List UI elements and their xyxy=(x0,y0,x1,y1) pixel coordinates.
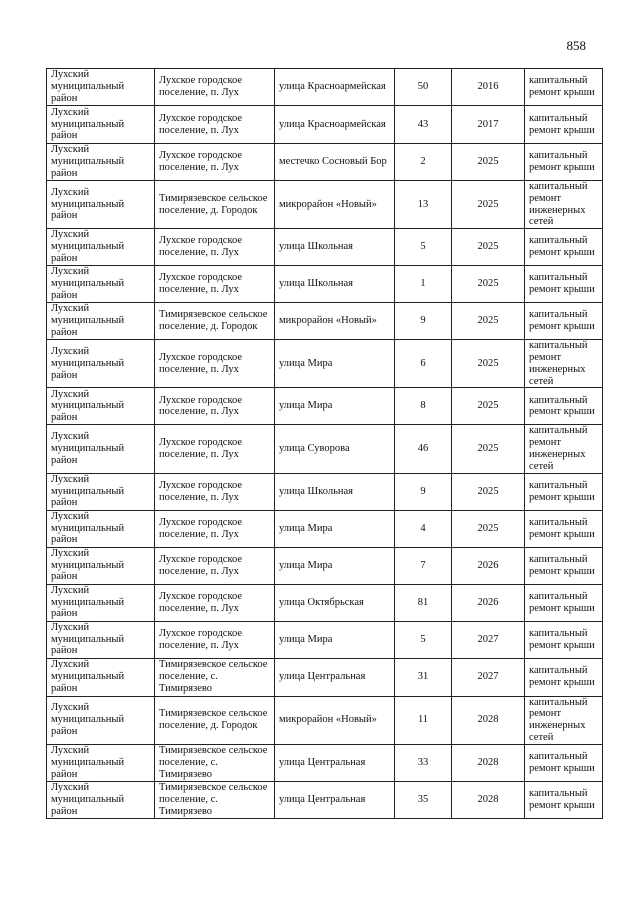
work-type-cell: капитальный ремонт инженерных сетей xyxy=(525,181,603,229)
district-cell: Лухский муниципальный район xyxy=(47,744,155,781)
work-type-cell: капитальный ремонт крыши xyxy=(525,69,603,106)
work-type-cell: капитальный ремонт крыши xyxy=(525,144,603,181)
work-type-cell: капитальный ремонт крыши xyxy=(525,266,603,303)
street-cell: улица Школьная xyxy=(275,229,395,266)
table-row xyxy=(47,696,603,744)
house-number-cell: 6 xyxy=(395,340,452,388)
settlement-cell: Тимирязевское сельское поселение, д. Городок xyxy=(155,696,275,744)
year-cell: 2017 xyxy=(452,106,525,144)
work-type-cell: капитальный ремонт инженерных сетей xyxy=(525,425,603,473)
settlement-cell: Лухское городское поселение, п. Лух xyxy=(155,547,275,584)
district-cell: Лухский муниципальный район xyxy=(47,658,155,696)
work-type-cell: капитальный ремонт крыши xyxy=(525,547,603,584)
settlement-cell: Лухское городское поселение, п. Лух xyxy=(155,510,275,547)
year-cell: 2026 xyxy=(452,584,525,621)
table-row xyxy=(47,473,603,510)
settlement-cell: Лухское городское поселение, п. Лух xyxy=(155,229,275,266)
work-type-cell: капитальный ремонт крыши xyxy=(525,658,603,696)
district-cell: Лухский муниципальный район xyxy=(47,510,155,547)
house-number-cell: 8 xyxy=(395,388,452,425)
work-type-cell: капитальный ремонт крыши xyxy=(525,510,603,547)
table-row xyxy=(47,266,603,303)
settlement-cell: Тимирязевское сельское поселение, с. Тимирязево xyxy=(155,781,275,818)
year-cell: 2025 xyxy=(452,425,525,473)
street-cell: улица Мира xyxy=(275,340,395,388)
street-cell: улица Красноармейская xyxy=(275,106,395,144)
house-number-cell: 5 xyxy=(395,621,452,658)
street-cell: улица Мира xyxy=(275,547,395,584)
district-cell: Лухский муниципальный район xyxy=(47,340,155,388)
settlement-cell: Тимирязевское сельское поселение, д. Городок xyxy=(155,181,275,229)
street-cell: улица Центральная xyxy=(275,781,395,818)
house-number-cell: 35 xyxy=(395,781,452,818)
year-cell: 2025 xyxy=(452,266,525,303)
table-row xyxy=(47,229,603,266)
house-number-cell: 46 xyxy=(395,425,452,473)
year-cell: 2025 xyxy=(452,340,525,388)
district-cell: Лухский муниципальный район xyxy=(47,621,155,658)
house-number-cell: 9 xyxy=(395,303,452,340)
year-cell: 2025 xyxy=(452,510,525,547)
street-cell: улица Школьная xyxy=(275,266,395,303)
table-row xyxy=(47,106,603,144)
year-cell: 2025 xyxy=(452,303,525,340)
table-row xyxy=(47,425,603,473)
district-cell: Лухский муниципальный район xyxy=(47,584,155,621)
year-cell: 2027 xyxy=(452,658,525,696)
street-cell: улица Центральная xyxy=(275,744,395,781)
table-row xyxy=(47,340,603,388)
district-cell: Лухский муниципальный район xyxy=(47,425,155,473)
district-cell: Лухский муниципальный район xyxy=(47,69,155,106)
table-row xyxy=(47,144,603,181)
work-type-cell: капитальный ремонт крыши xyxy=(525,744,603,781)
settlement-cell: Тимирязевское сельское поселение, д. Городок xyxy=(155,303,275,340)
table-row xyxy=(47,547,603,584)
district-cell: Лухский муниципальный район xyxy=(47,696,155,744)
table-body xyxy=(47,69,603,819)
year-cell: 2025 xyxy=(452,388,525,425)
settlement-cell: Лухское городское поселение, п. Лух xyxy=(155,106,275,144)
settlement-cell: Тимирязевское сельское поселение, с. Тимирязево xyxy=(155,744,275,781)
street-cell: улица Центральная xyxy=(275,658,395,696)
settlement-cell: Лухское городское поселение, п. Лух xyxy=(155,621,275,658)
year-cell: 2026 xyxy=(452,547,525,584)
district-cell: Лухский муниципальный район xyxy=(47,144,155,181)
district-cell: Лухский муниципальный район xyxy=(47,229,155,266)
year-cell: 2025 xyxy=(452,229,525,266)
housing-repair-table xyxy=(46,68,603,819)
street-cell: улица Мира xyxy=(275,621,395,658)
district-cell: Лухский муниципальный район xyxy=(47,181,155,229)
house-number-cell: 81 xyxy=(395,584,452,621)
table-row xyxy=(47,744,603,781)
year-cell: 2025 xyxy=(452,473,525,510)
work-type-cell: капитальный ремонт крыши xyxy=(525,388,603,425)
house-number-cell: 11 xyxy=(395,696,452,744)
district-cell: Лухский муниципальный район xyxy=(47,303,155,340)
settlement-cell: Лухское городское поселение, п. Лух xyxy=(155,425,275,473)
work-type-cell: капитальный ремонт крыши xyxy=(525,229,603,266)
year-cell: 2016 xyxy=(452,69,525,106)
settlement-cell: Лухское городское поселение, п. Лух xyxy=(155,473,275,510)
year-cell: 2028 xyxy=(452,781,525,818)
settlement-cell: Лухское городское поселение, п. Лух xyxy=(155,266,275,303)
year-cell: 2028 xyxy=(452,696,525,744)
house-number-cell: 5 xyxy=(395,229,452,266)
settlement-cell: Тимирязевское сельское поселение, с. Тимирязево xyxy=(155,658,275,696)
table-row xyxy=(47,69,603,106)
year-cell: 2027 xyxy=(452,621,525,658)
house-number-cell: 50 xyxy=(395,69,452,106)
street-cell: улица Октябрьская xyxy=(275,584,395,621)
district-cell: Лухский муниципальный район xyxy=(47,388,155,425)
work-type-cell: капитальный ремонт инженерных сетей xyxy=(525,340,603,388)
table-row xyxy=(47,658,603,696)
work-type-cell: капитальный ремонт инженерных сетей xyxy=(525,696,603,744)
table-row xyxy=(47,510,603,547)
house-number-cell: 9 xyxy=(395,473,452,510)
house-number-cell: 2 xyxy=(395,144,452,181)
table-row xyxy=(47,781,603,818)
street-cell: микрорайон «Новый» xyxy=(275,696,395,744)
street-cell: улица Мира xyxy=(275,510,395,547)
district-cell: Лухский муниципальный район xyxy=(47,547,155,584)
street-cell: микрорайон «Новый» xyxy=(275,303,395,340)
year-cell: 2025 xyxy=(452,144,525,181)
street-cell: улица Мира xyxy=(275,388,395,425)
house-number-cell: 43 xyxy=(395,106,452,144)
district-cell: Лухский муниципальный район xyxy=(47,781,155,818)
house-number-cell: 13 xyxy=(395,181,452,229)
table-row xyxy=(47,303,603,340)
settlement-cell: Лухское городское поселение, п. Лух xyxy=(155,388,275,425)
table-row xyxy=(47,388,603,425)
street-cell: микрорайон «Новый» xyxy=(275,181,395,229)
house-number-cell: 7 xyxy=(395,547,452,584)
year-cell: 2028 xyxy=(452,744,525,781)
street-cell: улица Школьная xyxy=(275,473,395,510)
settlement-cell: Лухское городское поселение, п. Лух xyxy=(155,69,275,106)
settlement-cell: Лухское городское поселение, п. Лух xyxy=(155,144,275,181)
work-type-cell: капитальный ремонт крыши xyxy=(525,473,603,510)
district-cell: Лухский муниципальный район xyxy=(47,473,155,510)
district-cell: Лухский муниципальный район xyxy=(47,106,155,144)
district-cell: Лухский муниципальный район xyxy=(47,266,155,303)
house-number-cell: 31 xyxy=(395,658,452,696)
house-number-cell: 4 xyxy=(395,510,452,547)
settlement-cell: Лухское городское поселение, п. Лух xyxy=(155,340,275,388)
work-type-cell: капитальный ремонт крыши xyxy=(525,584,603,621)
house-number-cell: 1 xyxy=(395,266,452,303)
table-row xyxy=(47,584,603,621)
work-type-cell: капитальный ремонт крыши xyxy=(525,106,603,144)
work-type-cell: капитальный ремонт крыши xyxy=(525,303,603,340)
street-cell: местечко Сосновый Бор xyxy=(275,144,395,181)
work-type-cell: капитальный ремонт крыши xyxy=(525,781,603,818)
year-cell: 2025 xyxy=(452,181,525,229)
street-cell: улица Красноармейская xyxy=(275,69,395,106)
house-number-cell: 33 xyxy=(395,744,452,781)
settlement-cell: Лухское городское поселение, п. Лух xyxy=(155,584,275,621)
table-row xyxy=(47,181,603,229)
table-row xyxy=(47,621,603,658)
work-type-cell: капитальный ремонт крыши xyxy=(525,621,603,658)
street-cell: улица Суворова xyxy=(275,425,395,473)
page-number: 858 xyxy=(566,38,586,53)
